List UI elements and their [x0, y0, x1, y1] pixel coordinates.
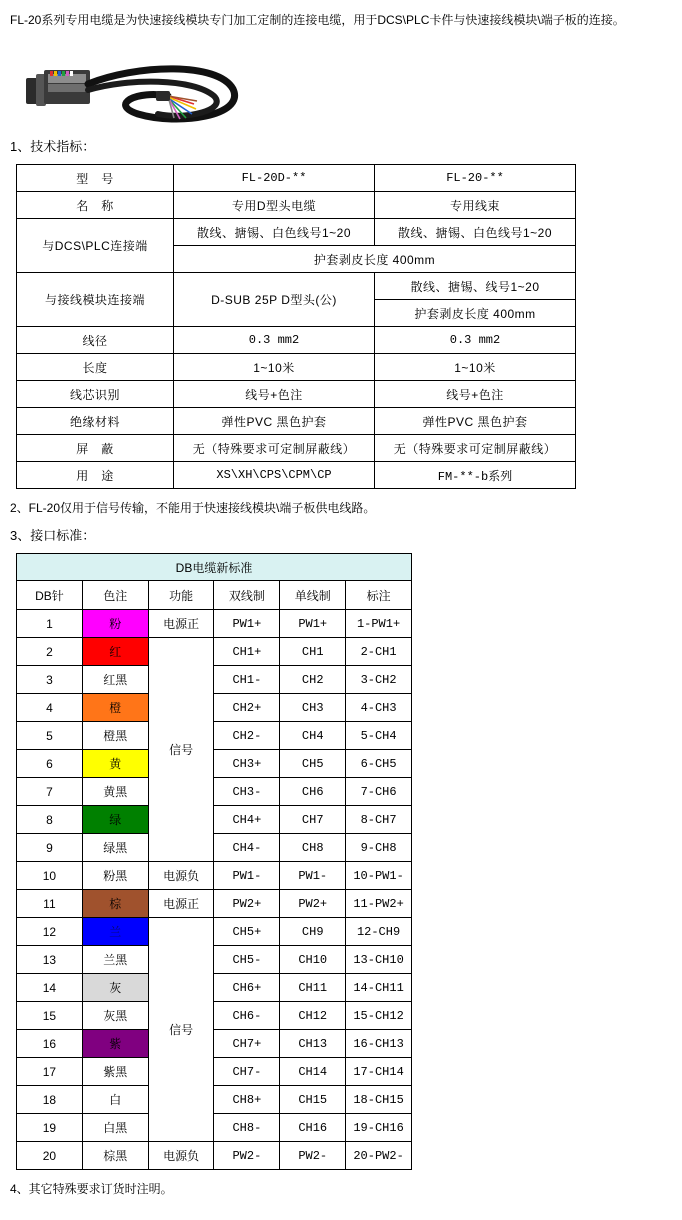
spec-value-d: 1~10米 [174, 354, 375, 381]
db-mark: 18-CH15 [346, 1086, 412, 1114]
spec-value-std: 专用线束 [375, 192, 576, 219]
spec-label: 与DCS\PLC连接端 [17, 219, 174, 273]
table-row [17, 778, 412, 806]
db-color-swatch: 棕黑 [82, 1142, 148, 1170]
db-pin-number: 3 [17, 666, 83, 694]
db-color-swatch: 灰黑 [82, 1002, 148, 1030]
db-color-swatch: 粉 [82, 610, 148, 638]
table-row [17, 750, 412, 778]
table-row [17, 918, 412, 946]
table-header-row [17, 581, 412, 610]
spec-value-std: 弹性PVC 黑色护套 [375, 408, 576, 435]
db-mark: 5-CH4 [346, 722, 412, 750]
col-header-single: 单线制 [280, 581, 346, 610]
spec-label: 用 途 [17, 462, 174, 489]
db-single-wire: CH6 [280, 778, 346, 806]
table-row [17, 666, 412, 694]
interface-heading: 3、接口标准： [10, 528, 96, 543]
db-double-wire: PW2+ [214, 890, 280, 918]
db-pin-number: 15 [17, 1002, 83, 1030]
db-mark: 14-CH11 [346, 974, 412, 1002]
db-single-wire: CH2 [280, 666, 346, 694]
table-row [17, 381, 576, 408]
db-pin-number: 5 [17, 722, 83, 750]
db-single-wire: CH3 [280, 694, 346, 722]
db-double-wire: PW1- [214, 862, 280, 890]
spec-value-d: 弹性PVC 黑色护套 [174, 408, 375, 435]
db-double-wire: CH2- [214, 722, 280, 750]
col-header-color: 色注 [82, 581, 148, 610]
db-color-swatch: 红黑 [82, 666, 148, 694]
db-single-wire: CH10 [280, 946, 346, 974]
spec-value-d: 0.3 mm2 [174, 327, 375, 354]
db-single-wire: CH7 [280, 806, 346, 834]
spec-label: 线径 [17, 327, 174, 354]
db-double-wire: CH4- [214, 834, 280, 862]
table-row [17, 890, 412, 918]
db-double-wire: PW1+ [214, 610, 280, 638]
db-double-wire: CH7+ [214, 1030, 280, 1058]
spec-value-std: 无（特殊要求可定制屏蔽线） [375, 435, 576, 462]
table-row [17, 1030, 412, 1058]
db-pin-number: 20 [17, 1142, 83, 1170]
db-single-wire: CH1 [280, 638, 346, 666]
db-single-wire: CH14 [280, 1058, 346, 1086]
table-row [17, 1114, 412, 1142]
db-mark: 19-CH16 [346, 1114, 412, 1142]
db-mark: 13-CH10 [346, 946, 412, 974]
db-function-label: 电源负 [148, 862, 214, 890]
db-double-wire: PW2- [214, 1142, 280, 1170]
db-pin-number: 2 [17, 638, 83, 666]
db-color-swatch: 绿黑 [82, 834, 148, 862]
spec-table [16, 164, 576, 489]
spec-value-span: 护套剥皮长度 400mm [174, 246, 576, 273]
db-double-wire: CH5+ [214, 918, 280, 946]
db-color-swatch: 黄 [82, 750, 148, 778]
db-mark: 12-CH9 [346, 918, 412, 946]
db-double-wire: CH3- [214, 778, 280, 806]
db-single-wire: CH15 [280, 1086, 346, 1114]
db-double-wire: CH2+ [214, 694, 280, 722]
table-row [17, 354, 576, 381]
db-mark: 20-PW2- [346, 1142, 412, 1170]
table-row [17, 722, 412, 750]
table-row [17, 834, 412, 862]
spec-value-std: FM-**-b系列 [375, 462, 576, 489]
db-mark: 6-CH5 [346, 750, 412, 778]
db-double-wire: CH5- [214, 946, 280, 974]
db-color-swatch: 绿 [82, 806, 148, 834]
cable-product-photo [18, 34, 268, 124]
spec-value-d: D-SUB 25P D型头(公) [174, 273, 375, 327]
table-row [17, 1086, 412, 1114]
db-pin-number: 16 [17, 1030, 83, 1058]
table-row [17, 273, 576, 300]
db-mark: 9-CH8 [346, 834, 412, 862]
intro-paragraph: FL-20系列专用电缆是为快速接线模块专门加工定制的连接电缆，用于DCS\PLC卡件与快速接线模块\端子板的连接。 [10, 13, 625, 27]
spec-value-std: 散线、搪锡、白色线号1~20 [375, 219, 576, 246]
db-color-swatch: 粉黑 [82, 862, 148, 890]
table-row [17, 408, 576, 435]
db-double-wire: CH1+ [214, 638, 280, 666]
note-signal-only: 2、FL-20仅用于信号传输，不能用于快速接线模块\端子板供电线路。 [10, 501, 376, 515]
db-single-wire: CH11 [280, 974, 346, 1002]
db-color-swatch: 紫 [82, 1030, 148, 1058]
db-pin-number: 1 [17, 610, 83, 638]
spec-value-std: 线号+色注 [375, 381, 576, 408]
spec-value-std: FL-20-** [375, 165, 576, 192]
spec-label: 线芯识别 [17, 381, 174, 408]
table-row [17, 192, 576, 219]
db-single-wire: PW1- [280, 862, 346, 890]
spec-value-d: 无（特殊要求可定制屏蔽线） [174, 435, 375, 462]
table-row [17, 946, 412, 974]
db-mark: 7-CH6 [346, 778, 412, 806]
db-pin-number: 4 [17, 694, 83, 722]
db-pin-number: 6 [17, 750, 83, 778]
db-single-wire: PW2- [280, 1142, 346, 1170]
db-function-label: 信号 [148, 638, 214, 862]
table-row [17, 165, 576, 192]
db-function-label: 信号 [148, 918, 214, 1142]
db-color-swatch: 白 [82, 1086, 148, 1114]
cable-illustration [18, 34, 268, 124]
db-single-wire: CH5 [280, 750, 346, 778]
db-double-wire: CH6+ [214, 974, 280, 1002]
table-row [17, 638, 412, 666]
spec-label: 绝缘材料 [17, 408, 174, 435]
db-pin-number: 18 [17, 1086, 83, 1114]
db-double-wire: CH1- [214, 666, 280, 694]
table-row [17, 862, 412, 890]
db-double-wire: CH4+ [214, 806, 280, 834]
table-row [17, 219, 576, 246]
table-row [17, 1142, 412, 1170]
db-function-label: 电源正 [148, 610, 214, 638]
col-header-double: 双线制 [214, 581, 280, 610]
db-mark: 4-CH3 [346, 694, 412, 722]
db-function-label: 电源正 [148, 890, 214, 918]
db-mark: 8-CH7 [346, 806, 412, 834]
db-pin-number: 11 [17, 890, 83, 918]
db-mark: 10-PW1- [346, 862, 412, 890]
table-row [17, 610, 412, 638]
db-double-wire: CH8- [214, 1114, 280, 1142]
db-table-title: DB电缆新标准 [17, 554, 412, 581]
db-single-wire: CH13 [280, 1030, 346, 1058]
spec-label: 与接线模块连接端 [17, 273, 174, 327]
spec-label: 屏 蔽 [17, 435, 174, 462]
db-color-swatch: 紫黑 [82, 1058, 148, 1086]
db-mark: 15-CH12 [346, 1002, 412, 1030]
db-color-swatch: 灰 [82, 974, 148, 1002]
db-color-swatch: 兰 [82, 918, 148, 946]
col-header-pin: DB针 [17, 581, 83, 610]
db-pin-number: 13 [17, 946, 83, 974]
db-pin-number: 7 [17, 778, 83, 806]
table-row [17, 327, 576, 354]
spec-value-d: 专用D型头电缆 [174, 192, 375, 219]
spec-label: 名 称 [17, 192, 174, 219]
table-row [17, 694, 412, 722]
table-row [17, 806, 412, 834]
db-double-wire: CH3+ [214, 750, 280, 778]
db-pin-number: 12 [17, 918, 83, 946]
table-row [17, 462, 576, 489]
db-double-wire: CH7- [214, 1058, 280, 1086]
db-function-label: 电源负 [148, 1142, 214, 1170]
db-mark: 11-PW2+ [346, 890, 412, 918]
db-color-swatch: 红 [82, 638, 148, 666]
spec-value-std: 散线、搪锡、线号1~20 [375, 273, 576, 300]
db-cable-standard-table [16, 553, 412, 1170]
spec-label: 长度 [17, 354, 174, 381]
db-single-wire: CH8 [280, 834, 346, 862]
db-single-wire: CH12 [280, 1002, 346, 1030]
spec-heading: 1、技术指标： [10, 139, 96, 154]
db-color-swatch: 橙 [82, 694, 148, 722]
db-color-swatch: 兰黑 [82, 946, 148, 974]
table-row [17, 554, 412, 581]
db-single-wire: CH16 [280, 1114, 346, 1142]
spec-value-std: 1~10米 [375, 354, 576, 381]
spec-value-std: 0.3 mm2 [375, 327, 576, 354]
table-row [17, 1002, 412, 1030]
db-single-wire: CH9 [280, 918, 346, 946]
db-color-swatch: 白黑 [82, 1114, 148, 1142]
db-mark: 2-CH1 [346, 638, 412, 666]
db-color-swatch: 棕 [82, 890, 148, 918]
db-pin-number: 14 [17, 974, 83, 1002]
db-mark: 16-CH13 [346, 1030, 412, 1058]
db-mark: 3-CH2 [346, 666, 412, 694]
db-pin-number: 10 [17, 862, 83, 890]
spec-value-d: 散线、搪锡、白色线号1~20 [174, 219, 375, 246]
db-single-wire: CH4 [280, 722, 346, 750]
spec-value-std: 护套剥皮长度 400mm [375, 300, 576, 327]
db-color-swatch: 黄黑 [82, 778, 148, 806]
spec-value-d: 线号+色注 [174, 381, 375, 408]
note-special-order: 4、其它特殊要求订货时注明。 [10, 1182, 173, 1196]
table-row [17, 435, 576, 462]
col-header-mark: 标注 [346, 581, 412, 610]
db-mark: 17-CH14 [346, 1058, 412, 1086]
db-mark: 1-PW1+ [346, 610, 412, 638]
spec-value-d: XS\XH\CPS\CPM\CP [174, 462, 375, 489]
db-single-wire: PW2+ [280, 890, 346, 918]
table-row [17, 1058, 412, 1086]
db-pin-number: 17 [17, 1058, 83, 1086]
spec-value-d: FL-20D-** [174, 165, 375, 192]
db-double-wire: CH8+ [214, 1086, 280, 1114]
spec-label: 型 号 [17, 165, 174, 192]
db-pin-number: 9 [17, 834, 83, 862]
db-single-wire: PW1+ [280, 610, 346, 638]
db-double-wire: CH6- [214, 1002, 280, 1030]
col-header-function: 功能 [148, 581, 214, 610]
db-color-swatch: 橙黑 [82, 722, 148, 750]
table-row [17, 974, 412, 1002]
db-pin-number: 8 [17, 806, 83, 834]
db-pin-number: 19 [17, 1114, 83, 1142]
